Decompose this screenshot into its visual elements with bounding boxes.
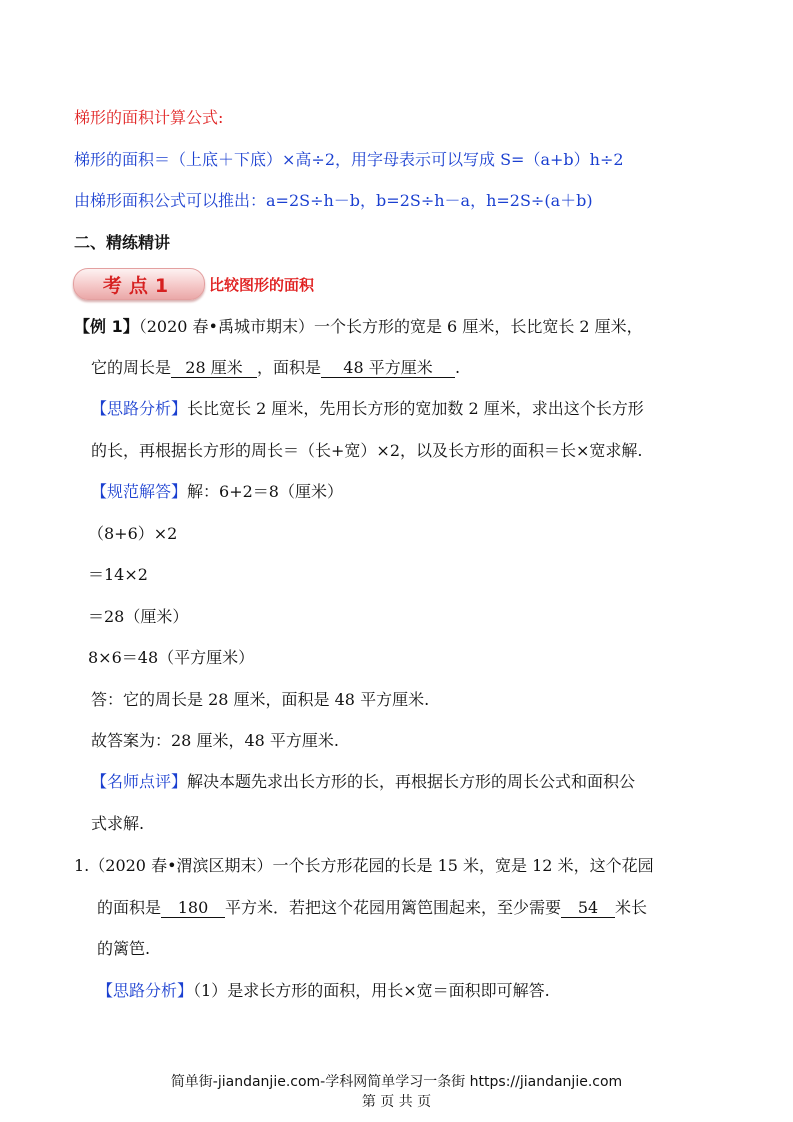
problem-1-stem [74, 856, 654, 876]
answer-line: 答：它的周长是 28 厘米，面积是 48 平方厘米. [91, 690, 430, 709]
example-stem-text: （2020 春•禹城市期末）一个长方形的宽是 6 厘米，长比宽长 2 厘米， [138, 317, 643, 336]
solution-step: （8+6）×2 [88, 524, 178, 543]
problem-question-mid: 平方米．若把这个花园用篱笆围起来，至少需要 [225, 898, 562, 917]
analysis-tag: 【思路分析】 [97, 981, 194, 1000]
analysis-text-1: 长比宽长 2 厘米，先用长方形的宽加数 2 厘米，求出这个长方形 [187, 399, 644, 418]
solution-line [91, 482, 343, 502]
formula-line-1: 梯形的面积＝（上底＋下底）×高÷2，用字母表示可以写成 S=（a+b）h÷2 [74, 150, 624, 169]
comment-tag: 【名师点评】 [91, 772, 188, 791]
example-1-stem [74, 317, 643, 337]
question-mid: ，面积是 [257, 358, 322, 377]
question-end: . [455, 358, 461, 377]
problem-question-end: 米长 [615, 898, 648, 917]
analysis-line-1 [91, 399, 644, 419]
solution-tag: 【规范解答】 [91, 482, 188, 501]
analysis-tag: 【思路分析】 [91, 399, 188, 418]
solution-step: ＝14×2 [88, 565, 148, 584]
problem-1-analysis [97, 981, 550, 1001]
formula-heading: 梯形的面积计算公式: [74, 108, 224, 127]
problem-stem-text: （2020 春•渭滨区期末）一个长方形花园的长是 15 米，宽是 12 米，这个花园 [89, 856, 654, 875]
solution-first-step: 解：6+2＝8（厘米） [187, 482, 343, 501]
problem-question-prefix: 的面积是 [97, 898, 162, 917]
problem-number: 1. [74, 856, 90, 875]
problem-1-question [97, 898, 647, 918]
problem-analysis-text: （1）是求长方形的面积，用长×宽＝面积即可解答. [193, 981, 550, 1000]
answer-blank-perimeter: 28 厘米 [171, 359, 257, 378]
comment-line-1 [91, 772, 635, 792]
answer-blank-fence: 54 [561, 899, 615, 918]
kaodian-badge [73, 268, 205, 300]
comment-text-1: 解决本题先求出长方形的长，再根据长方形的周长公式和面积公 [187, 772, 636, 791]
final-answer-line: 故答案为：28 厘米，48 平方厘米. [91, 731, 339, 750]
answer-blank-area: 180 [161, 899, 225, 918]
comment-line-2: 式求解. [91, 814, 145, 833]
kaodian-title: 比较图形的面积 [209, 276, 315, 294]
solution-step: ＝28（厘米） [88, 607, 189, 626]
example-label: 【例 1】 [74, 317, 139, 336]
analysis-line-2: 的长，再根据长方形的周长＝（长+宽）×2，以及长方形的面积＝长×宽求解. [91, 441, 643, 460]
solution-step: 8×6＝48（平方厘米） [88, 648, 255, 667]
question-prefix: 它的周长是 [91, 358, 172, 377]
footer-site: 简单街-jiandanjie.com-学科网简单学习一条街 https://jiandanjie.com [170, 1074, 623, 1090]
footer-page: 第 页 共 页 [361, 1094, 432, 1110]
formula-line-2: 由梯形面积公式可以推出：a=2S÷h－b，b=2S÷h－a，h=2S÷(a＋b) [74, 191, 593, 210]
example-1-question [91, 358, 460, 378]
problem-1-line-3: 的篱笆. [97, 939, 151, 958]
kaodian-badge-label: 考点1 [102, 275, 176, 297]
answer-blank-area: 48 平方厘米 [321, 359, 455, 378]
section-title: 二、精练精讲 [74, 233, 171, 252]
